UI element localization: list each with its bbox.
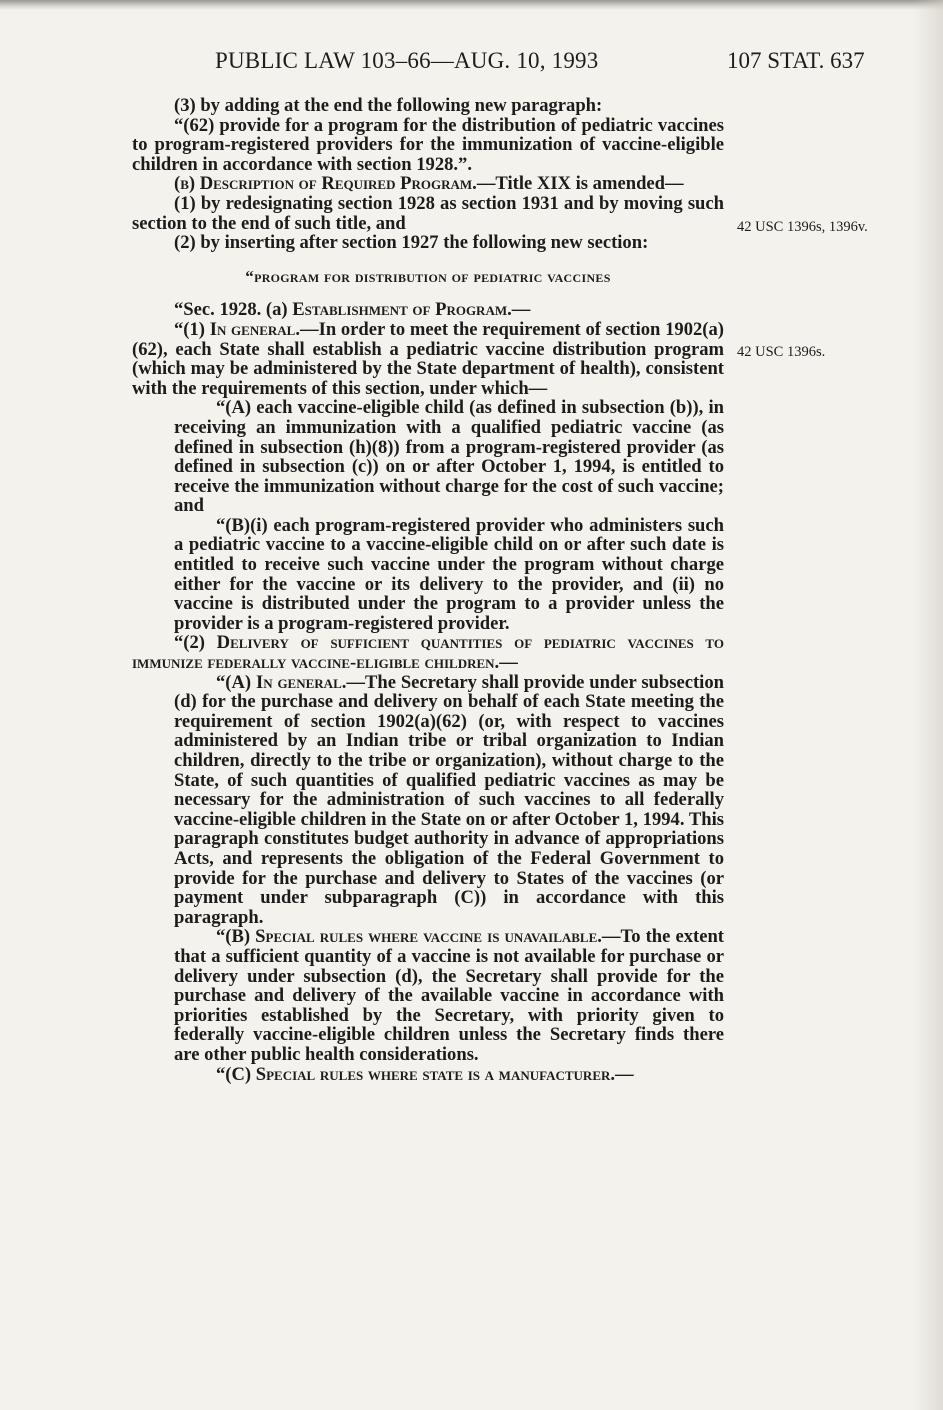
header-law-title: PUBLIC LAW 103–66—AUG. 10, 1993 (215, 48, 599, 73)
subparagraph-a2C-heading: Special rules where state is a manufacturer. (255, 1063, 616, 1085)
scan-shadow-right (913, 0, 943, 1410)
subparagraph-a2B-number: “(B) (216, 926, 256, 948)
subparagraph-a2A-heading: In general. (255, 671, 347, 693)
header-page-number: 107 STAT. 637 (727, 48, 865, 73)
subparagraph-a1A: “(A) each vaccine-eligible child (as defined in subsection (b)), in receiving an immunization with a qualified pediatric vaccine (as defined in subsection (h)(8)) from a program-registered provider (as defined in subsection (c)) on or after October 1, 1994, is entitled to receive the immunization without charge for the cost of such vaccine; and (174, 397, 724, 517)
subparagraph-a2C-number: “(C) (216, 1063, 256, 1085)
subparagraph-a2A-number: “(A) (216, 671, 256, 693)
subparagraph-a1B: “(B)(i) each program-registered provider who administers such a pediatric vaccine to a vaccine-eligible child on or after such date is entitled to receive such vaccine under the program without charge either for the vaccine or its delivery to the provider, and (ii) no vaccine is distributed under the program to a provider unless the provider is a program-registered provider. (174, 514, 724, 634)
margin-citation-1: 42 USC 1396s, 1396v. (737, 219, 868, 235)
subsection-b-text: —Title XIX is amended— (476, 173, 684, 195)
statute-body (132, 96, 724, 1084)
subparagraph-a2A (132, 673, 724, 928)
page-header (0, 48, 943, 78)
margin-citation-2: 42 USC 1396s. (737, 344, 826, 360)
paragraph-a2 (132, 633, 724, 672)
scan-shadow-top (0, 0, 943, 10)
subparagraph-a2B-heading: Special rules where vaccine is unavailable. (255, 926, 602, 948)
subparagraph-a2B (132, 927, 724, 1064)
paragraph-a2-heading: Delivery of sufficient quantities of pediatric vaccines to immunize federally vaccine-eligible children. (132, 632, 724, 674)
paragraph-a1-number: “(1) (174, 318, 210, 340)
subparagraph-a2C-dash: — (615, 1063, 634, 1085)
subparagraph-a2B-text: —To the extent that a sufficient quantity of a vaccine is not available for purchase or delivery under subsection (d), the Secretary shall provide for the purchase and delivery of the available vaccine in accordance with priorities established by the Secretary, with priority given to federally vaccine-eligible children unless the Secretary finds there are other public health considerations. (174, 926, 724, 1065)
section-number: “Sec. 1928. (a) (174, 299, 293, 321)
subparagraph-a2A-text: —The Secretary shall provide under subsection (d) for the purchase and delivery on behalf of each State meeting the requirement of section 1902(a)(62) (or, with respect to vaccines administered by an Indian tribe or tribal organization to Indian children, directly to the tribe or organization), without charge to the State, of such quantities of qualified pediatric vaccines as may be necessary for the administration of such vaccines to all federally vaccine-eligible children in the State on or after October 1, 1994. This paragraph constitutes budget authority in advance of appropriations Acts, and represents the obligation of the Federal Government to provide for the purchase and delivery to States of the vaccines (or payment under subparagraph (C)) in accordance with this paragraph. (174, 671, 724, 928)
subparagraph-a2C (132, 1065, 724, 1085)
item-2-insert: (2) by inserting after section 1927 the following new section: (174, 232, 649, 254)
item-1-redesignate: (1) by redesignating section 1928 as section 1931 and by moving such section to the end of such title, and (132, 192, 724, 234)
subsection-b-heading: (b) Description of Required Program. (174, 173, 477, 195)
paragraph-a2-dash: — (499, 652, 518, 674)
paragraph-a1-text: —In order to meet the requirement of section 1902(a)(62), each State shall establish a pediatric vaccine distribution program (which may be administered by the State department of health), consistent with the requirements of this section, under which— (132, 318, 724, 399)
paragraph-62: “(62) provide for a program for the distribution of pediatric vaccines to program-registered providers for the immunization of vaccine-eligible children in accordance with section 1928.”. (132, 114, 724, 175)
paragraph-a1 (132, 320, 724, 398)
section-a-heading: Establishment of Program. (292, 299, 512, 321)
paragraph-a1-heading: In general. (209, 318, 300, 340)
section-a-dash: — (511, 299, 531, 321)
paragraph-a2-number: “(2) (174, 632, 217, 654)
subsection-b (132, 174, 724, 194)
section-1928-a (132, 300, 724, 320)
paragraph-3: (3) by adding at the end the following new paragraph: (174, 95, 603, 116)
section-caption: “program for distribution of pediatric vaccines (245, 266, 611, 286)
